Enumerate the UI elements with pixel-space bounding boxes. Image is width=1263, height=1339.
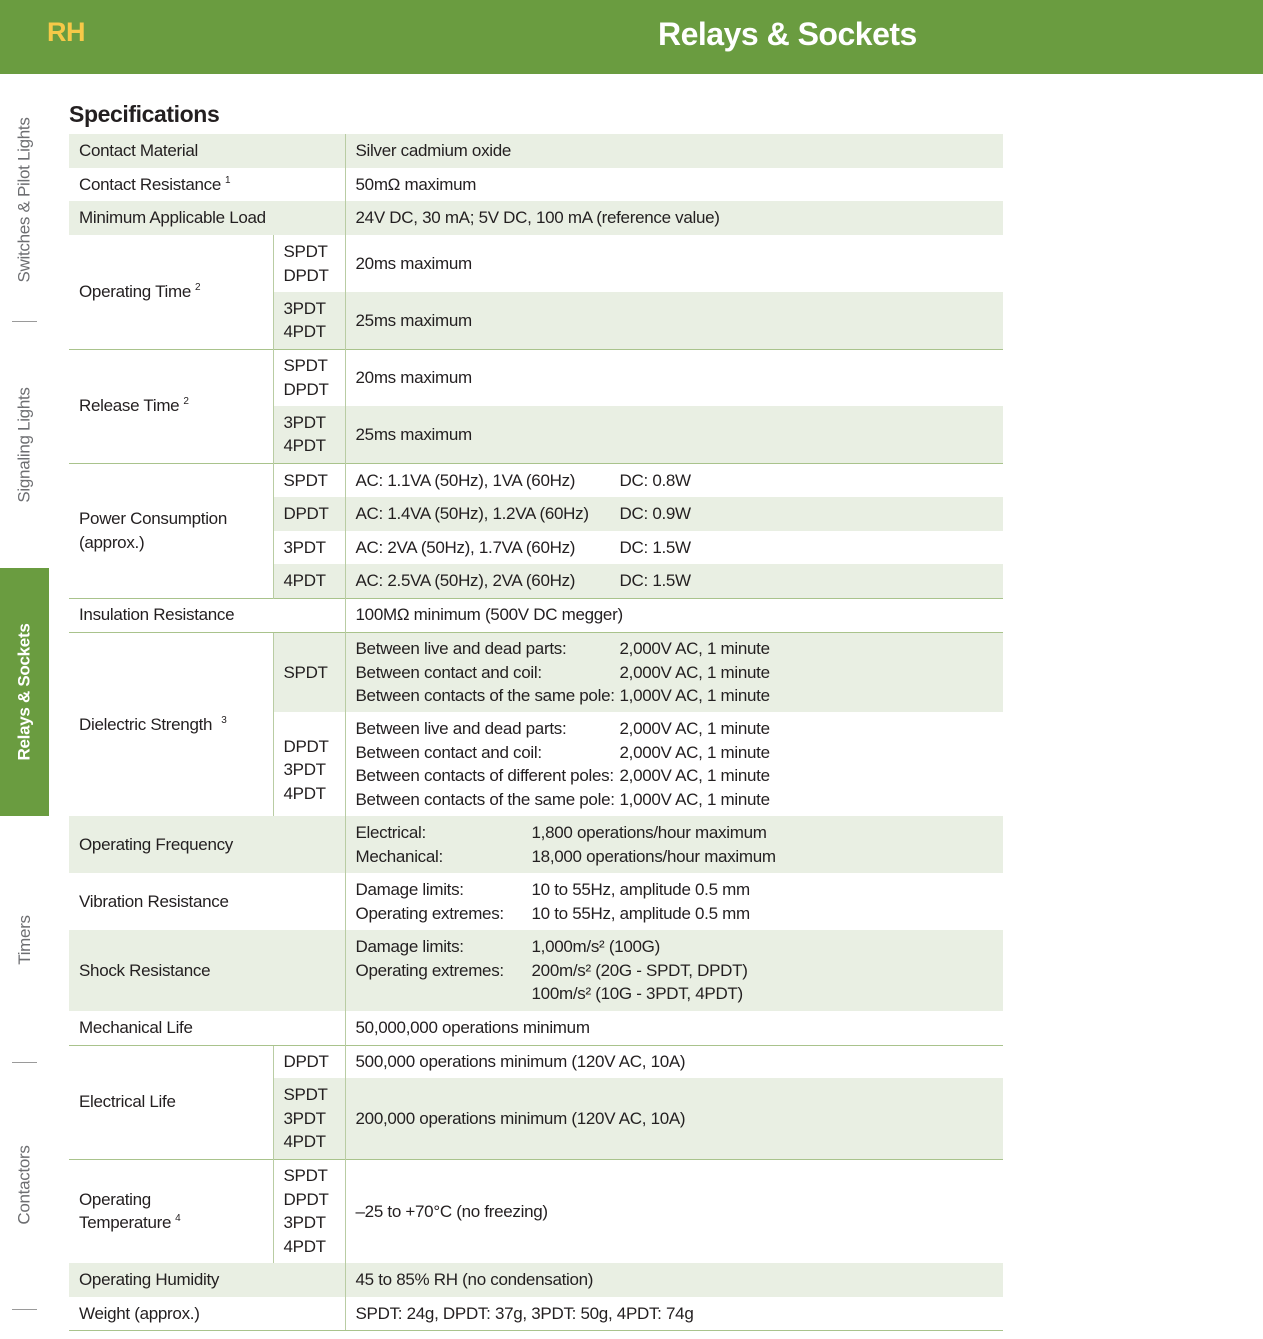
spec-label: Minimum Applicable Load [79, 208, 266, 228]
contact-type: SPDT DPDT [273, 349, 345, 406]
spec-label: Operating Time $^2$ [79, 282, 201, 301]
spec-row-contact-resistance [69, 168, 1003, 201]
spec-value: Between live and dead parts: 2,000V AC, 1 minute Between contact and coil: 2,000V AC, 1 minute Between contacts of different poles: 2,000V AC, 1 minute Between contacts of the same pole: 1,000V AC, 1 minute [345, 712, 1003, 816]
section-title: Relays & Sockets [658, 16, 917, 52]
spec-label: Electrical Life [69, 1045, 273, 1159]
side-divider [12, 1062, 37, 1063]
contact-type: SPDT DPDT 3PDT 4PDT [273, 1159, 345, 1263]
spec-value: SPDT: 24g, DPDT: 37g, 3PDT: 50g, 4PDT: 74g [345, 1297, 1003, 1330]
spec-value: 45 to 85% RH (no condensation) [345, 1263, 1003, 1297]
contact-type: 4PDT [273, 564, 345, 598]
contact-type: DPDT 3PDT 4PDT [273, 712, 345, 816]
spec-value: Damage limits: 1,000m/s² (100G) Operating extremes: 200m/s² (20G - SPDT, DPDT) 100m/s² (10G - 3PDT, 4PDT) [345, 930, 1003, 1011]
contact-type: SPDT [273, 463, 345, 497]
side-divider [12, 1309, 37, 1310]
spec-row-operating-temperature [69, 1159, 1003, 1263]
spec-row-weight [69, 1297, 1003, 1330]
side-tab-contactors[interactable] [0, 1085, 49, 1285]
spec-value: Silver cadmium oxide [345, 134, 1003, 168]
spec-row-dielectric-strength [69, 632, 1003, 712]
spec-value: –25 to +70°C (no freezing) [345, 1159, 1003, 1263]
contact-type: DPDT [273, 1045, 345, 1078]
side-tab-switches-pilot-lights[interactable] [0, 95, 49, 305]
page-title: Specifications [69, 101, 220, 127]
spec-value: 24V DC, 30 mA; 5V DC, 100 mA (reference value) [345, 201, 1003, 235]
specifications-table [69, 134, 1003, 1330]
spec-row-operating-time [69, 235, 1003, 292]
spec-value: Between live and dead parts: 2,000V AC, 1 minute Between contact and coil: 2,000V AC, 1 minute Between contacts of the same pole: 1,000V AC, 1 minute [345, 632, 1003, 712]
spec-value: 25ms maximum [345, 292, 1003, 349]
contact-type: 3PDT [273, 531, 345, 564]
spec-label: Operating Humidity [79, 1270, 220, 1290]
spec-label: Vibration Resistance [79, 891, 229, 911]
side-tab-label: Contactors [14, 1145, 34, 1225]
product-code: RH [47, 17, 85, 47]
spec-label: Contact Resistance $^1$ [79, 174, 231, 194]
spec-label: Contact Material [79, 141, 198, 161]
spec-value: 20ms maximum [345, 235, 1003, 292]
spec-row-minimum-load [69, 201, 1003, 235]
contact-type: 3PDT 4PDT [273, 406, 345, 463]
spec-row-operating-humidity [69, 1263, 1003, 1297]
contact-type: 3PDT 4PDT [273, 292, 345, 349]
side-tab-label: Timers [14, 915, 34, 965]
contact-type: SPDT 3PDT 4PDT [273, 1078, 345, 1159]
spec-label: Weight (approx.) [79, 1303, 200, 1323]
spec-value: AC: 2.5VA (50Hz), 2VA (60Hz) DC: 1.5W [345, 564, 1003, 598]
side-tab-label: Switches & Pilot Lights [14, 117, 34, 283]
footnote-ref: 1 [225, 174, 231, 186]
side-tab-timers[interactable] [0, 840, 49, 1040]
spec-value: 25ms maximum [345, 406, 1003, 463]
side-tab-label: Signaling Lights [14, 387, 34, 503]
spec-value: 100MΩ minimum (500V DC megger) [345, 598, 1003, 632]
table-bottom-rule [69, 1330, 1003, 1331]
spec-value: AC: 1.1VA (50Hz), 1VA (60Hz) DC: 0.8W [345, 463, 1003, 497]
spec-value: Damage limits: 10 to 55Hz, amplitude 0.5 mm Operating extremes: 10 to 55Hz, amplitude 0.5 mm [345, 873, 1003, 930]
spec-value: Electrical: 1,800 operations/hour maximum Mechanical: 18,000 operations/hour maximum [345, 816, 1003, 873]
side-tab-relays-sockets[interactable] [0, 568, 49, 816]
spec-row-mechanical-life [69, 1011, 1003, 1045]
spec-label: Dielectric Strength $^3$ [69, 632, 273, 816]
spec-label: Shock Resistance [79, 960, 211, 980]
spec-label: Power Consumption (approx.) [69, 463, 273, 598]
side-tab-label: Relays & Sockets [14, 623, 34, 761]
spec-value: 500,000 operations minimum (120V AC, 10A) [345, 1045, 1003, 1078]
contact-type: DPDT [273, 497, 345, 531]
spec-label: Release Time $^2$ [69, 349, 273, 463]
spec-value: 20ms maximum [345, 349, 1003, 406]
side-divider [12, 321, 37, 322]
spec-row-operating-frequency [69, 816, 1003, 873]
spec-row-shock-resistance [69, 930, 1003, 1011]
spec-row-electrical-life [69, 1045, 1003, 1078]
spec-label: Operating Temperature $^4$ [69, 1159, 273, 1263]
spec-value: 50mΩ maximum [345, 168, 1003, 201]
spec-value: AC: 2VA (50Hz), 1.7VA (60Hz) DC: 1.5W [345, 531, 1003, 564]
spec-row-power-consumption [69, 463, 1003, 497]
spec-row-insulation-resistance [69, 598, 1003, 632]
spec-value: AC: 1.4VA (50Hz), 1.2VA (60Hz) DC: 0.9W [345, 497, 1003, 531]
side-tab-signaling-lights[interactable] [0, 340, 49, 550]
spec-label: Operating Frequency [79, 834, 233, 854]
spec-value: 50,000,000 operations minimum [345, 1011, 1003, 1045]
contact-type: SPDT DPDT [273, 235, 345, 292]
spec-value: 200,000 operations minimum (120V AC, 10A) [345, 1078, 1003, 1159]
spec-label: Mechanical Life [79, 1018, 193, 1037]
page-header [0, 0, 1263, 74]
spec-row-release-time [69, 349, 1003, 406]
spec-label: Insulation Resistance [69, 598, 345, 632]
spec-row-vibration-resistance [69, 873, 1003, 930]
contact-type: SPDT [273, 632, 345, 712]
spec-row-contact-material [69, 134, 1003, 168]
